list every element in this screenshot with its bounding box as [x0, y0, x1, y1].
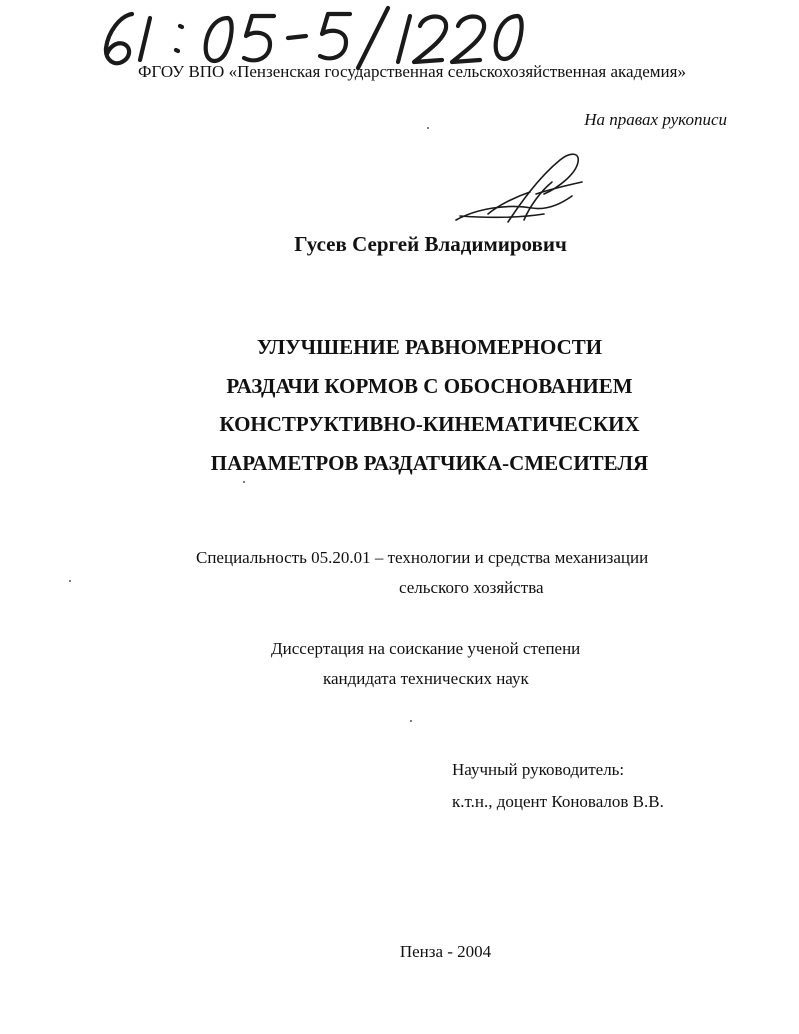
city-year: Пенза - 2004	[399, 942, 492, 961]
title-line: УЛУЧШЕНИЕ РАВНОМЕРНОСТИ	[256, 335, 603, 359]
scan-speck	[69, 580, 71, 582]
degree-statement: Диссертация на соискание ученой степени	[271, 639, 581, 658]
title-line: РАЗДАЧИ КОРМОВ С ОБОСНОВАНИЕМ	[226, 373, 633, 398]
scan-speck	[427, 127, 429, 129]
supervisor-label: Научный руководитель:	[452, 760, 625, 779]
rights-notice: На правах рукописи	[584, 110, 727, 129]
handwritten-catalog-code	[92, 4, 532, 70]
author-name: Гусев Сергей Владимирович	[294, 232, 567, 256]
scan-speck	[410, 720, 412, 722]
specialty-line: Специальность 05.20.01 – технологии и средства механизации	[196, 548, 649, 567]
degree-name: кандидата технических наук	[323, 669, 529, 688]
author-signature	[448, 148, 588, 228]
supervisor-name: к.т.н., доцент Коновалов В.В.	[452, 792, 664, 811]
specialty-line-continued: сельского хозяйства	[399, 578, 544, 597]
dissertation-title	[0, 328, 799, 482]
title-line: КОНСТРУКТИВНО-КИНЕМАТИЧЕСКИХ	[219, 412, 640, 436]
institution-name: ФГОУ ВПО «Пензенская государственная сельскохозяйственная академия»	[138, 62, 686, 81]
title-line: ПАРАМЕТРОВ РАЗДАТЧИКА-СМЕСИТЕЛЯ	[210, 450, 649, 475]
